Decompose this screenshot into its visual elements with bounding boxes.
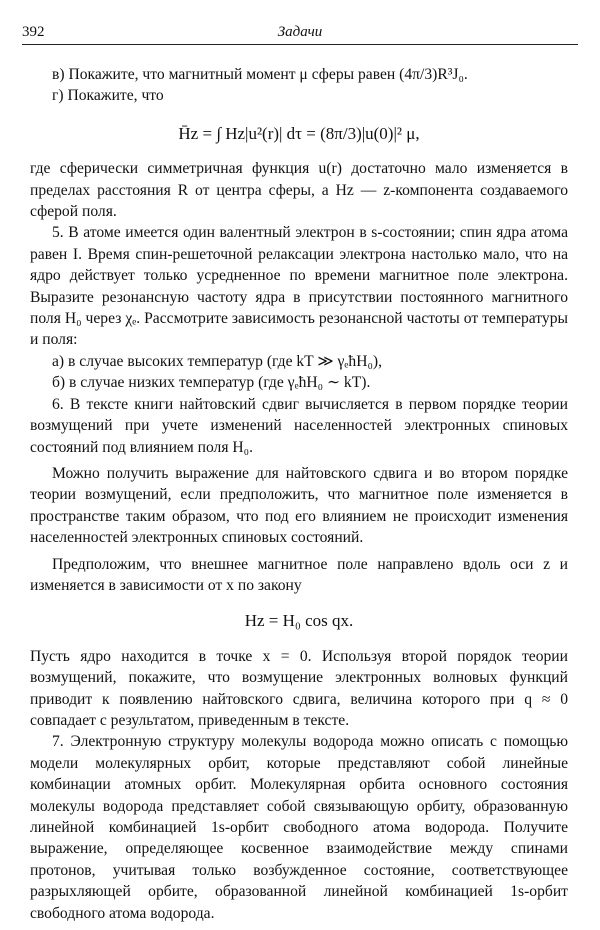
formula-hz: H̄z = ∫ Hz|u²(r)| dτ = (8π/3)|u(0)|² μ,	[178, 123, 420, 143]
page-body	[30, 64, 568, 924]
formula-cos: Hz = H₀ cos qx.	[244, 611, 354, 631]
problem-6-paragraph-2: Можно получить выражение для найтовского сдвига и во втором порядке теории возмущений, если предположить, что магнитное поле изменяется в пространстве таким образом, что под его влиянием не происходит изменения населенностей электронных спиновых состояний.	[30, 464, 568, 547]
running-title: Задачи	[277, 24, 323, 40]
page-number: 392	[22, 24, 45, 40]
part-g-continuation: где сферически симметричная функция u(r) достаточно мало изменяется в пределах расстояния R от центра сферы, а Hz — z-компонента создаваемого сферой поля.	[30, 160, 568, 221]
problem-7: 7. Электронную структуру молекулы водорода можно описать с помощью модели молекулярных орбит, которые представляют собой линейные комбинации атомных орбит. Молекулярная орбита основного состояния молекулы водорода представляет собой связывающую орбиту, образованную линейной комбинацией 1s-орбит свободного атома водорода. Получите выражение, определяющее косвенное взаимодействие между спинами протонов, учитывая только возбужденное состояние, соответствующее разрыхляющей орбите, образованной линейной комбинацией 1s-орбит свободного атома водорода.	[30, 733, 568, 922]
problem-5: 5. В атоме имеется один валентный электрон в s-состоянии; спин ядра атома равен I. Время спин-решеточной релаксации электрона настолько мало, что на ядро действует только усредненное по времени магнитное поле электрона. Выразите резонансную частоту ядра в присутствии постоянного магнитного поля H₀ через χₑ. Рассмотрите зависимость резонансной частоты от температуры и поля:	[30, 224, 568, 349]
part-g: г) Покажите, что	[52, 87, 164, 105]
problem-5-a: а) в случае высоких температур (где kT ≫ γₑħH₀),	[52, 352, 383, 370]
page-header	[22, 16, 578, 45]
problem-6-paragraph-3: Предположим, что внешнее магнитное поле направлено вдоль оси z и изменяется в зависимости от x по закону	[30, 555, 568, 594]
problem-6-paragraph-4: Пусть ядро находится в точке x = 0. Используя второй порядок теории возмущений, покажите, что возмущение электронных волновых функций приводит к появлению найтовского сдвига, величина которого при q ≈ 0 совпадает с результатом, приведенным в тексте.	[30, 647, 568, 729]
part-v: в) Покажите, что магнитный момент μ сферы равен (4π/3)R³J₀.	[52, 66, 468, 83]
problem-5-b: б) в случае низких температур (где γₑħH₀ ∼ kT).	[52, 374, 371, 392]
problem-6: 6. В тексте книги найтовский сдвиг вычисляется в первом порядке теории возмущений при учете изменений населенностей электронных спиновых состояний под влиянием поля H₀.	[30, 395, 568, 456]
